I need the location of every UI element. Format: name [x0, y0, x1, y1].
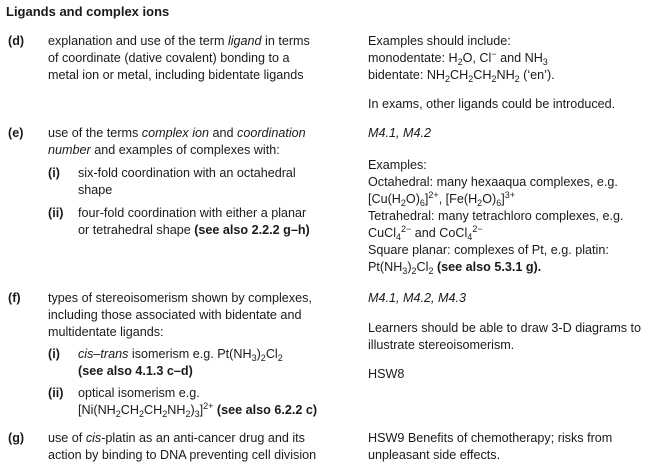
row-f-note-maths: M4.1, M4.2, M4.3: [368, 291, 466, 305]
row-e-note-maths: M4.1, M4.2: [368, 126, 431, 140]
row-e-sub-ii-line-2: or tetrahedral shape (see also 2.2.2 g–h): [78, 223, 310, 237]
row-f-line-2: including those associated with bidentate and: [48, 308, 302, 322]
row-e-line-2: number and examples of complexes with:: [48, 143, 280, 157]
row-d-note-monodentate: monodentate: $H_2O$, Cl− and $NH_3$: [368, 49, 548, 67]
row-e-note-platin-formula: $Pt(NH_3)_2Cl_2$ (see also 5.3.1 g).: [368, 260, 542, 276]
row-d-line-1: explanation and use of the term ligand in terms: [48, 34, 310, 48]
row-e-sub-ii-num: (ii): [48, 206, 64, 220]
row-e-note-tetrachloro-formulae: CuCl$_4^{2-}$ and CoCl$_4^{2-}$: [368, 224, 483, 242]
row-f-note-3d-2: illustrate stereoisomerism.: [368, 338, 515, 352]
row-code-e: (e): [8, 126, 24, 140]
row-f-sub-ii-line-2: $[Ni(NH_2CH_2CH_2NH_2)_3]^{2+}$ (see also 6.2.2 c): [78, 401, 318, 419]
row-e-sub-ii-line-1: four-fold coordination with either a planar: [78, 206, 307, 220]
row-f-sub-i-line-2: (see also 4.1.3 c–d): [78, 364, 193, 378]
row-e-sub-i-num: (i): [48, 166, 60, 180]
row-code-d: (d): [8, 34, 25, 48]
section-title: Ligands and complex ions: [6, 4, 170, 19]
row-f-note-hsw8: HSW8: [368, 367, 405, 381]
row-g-line-2: action by binding to DNA preventing cell division: [48, 448, 317, 462]
row-e-note-hexaaqua-formulae: $[Cu(H_2O)_6]^{2+}$, $[Fe(H_2O)_6]^{3+}$: [368, 190, 515, 208]
row-e-sub-i-line-1: six-fold coordination with an octahedral: [78, 166, 296, 180]
row-d-note-exams: In exams, other ligands could be introduced.: [368, 97, 616, 111]
row-f-sub-ii-num: (ii): [48, 386, 64, 400]
row-f-note-3d-1: Learners should be able to draw 3-D diagrams to: [368, 321, 642, 335]
row-e-line-1: use of the terms complex ion and coordination: [48, 126, 306, 140]
row-f-sub-ii-line-1: optical isomerism e.g.: [78, 386, 200, 400]
row-f-sub-i-num: (i): [48, 347, 60, 361]
row-g-note-2: unpleasant side effects.: [368, 448, 501, 462]
row-code-f: (f): [8, 291, 21, 305]
row-d-line-3: metal ion or metal, including bidentate ligands: [48, 68, 304, 82]
row-d-note-bidentate: bidentate: $NH_2CH_2CH_2NH_2$ (‘en’).: [368, 68, 555, 84]
row-g-note-1: HSW9 Benefits of chemotherapy; risks from: [368, 431, 613, 445]
row-g-line-1: use of cis-platin as an anti-cancer drug and its: [48, 431, 305, 445]
row-d-line-2: of coordinate (dative covalent) bonding to a: [48, 51, 290, 65]
row-e-note-examples: Examples:: [368, 158, 427, 172]
row-f-line-3: multidentate ligands:: [48, 325, 164, 339]
row-code-g: (g): [8, 431, 25, 445]
row-e-note-octahedral: Octahedral: many hexaaqua complexes, e.g.: [368, 175, 618, 189]
row-e-sub-i-line-2: shape: [78, 183, 113, 197]
row-e-note-tetrahedral: Tetrahedral: many tetrachloro complexes, e.g.: [368, 209, 624, 223]
row-f-sub-i-line-1: cis–trans isomerism e.g. $Pt(NH_3)_2Cl_2$: [78, 347, 283, 363]
row-f-line-1: types of stereoisomerism shown by complexes,: [48, 291, 312, 305]
row-e-note-square-planar: Square planar: complexes of Pt, e.g. platin:: [368, 243, 609, 257]
row-d-note-1: Examples should include:: [368, 34, 511, 48]
